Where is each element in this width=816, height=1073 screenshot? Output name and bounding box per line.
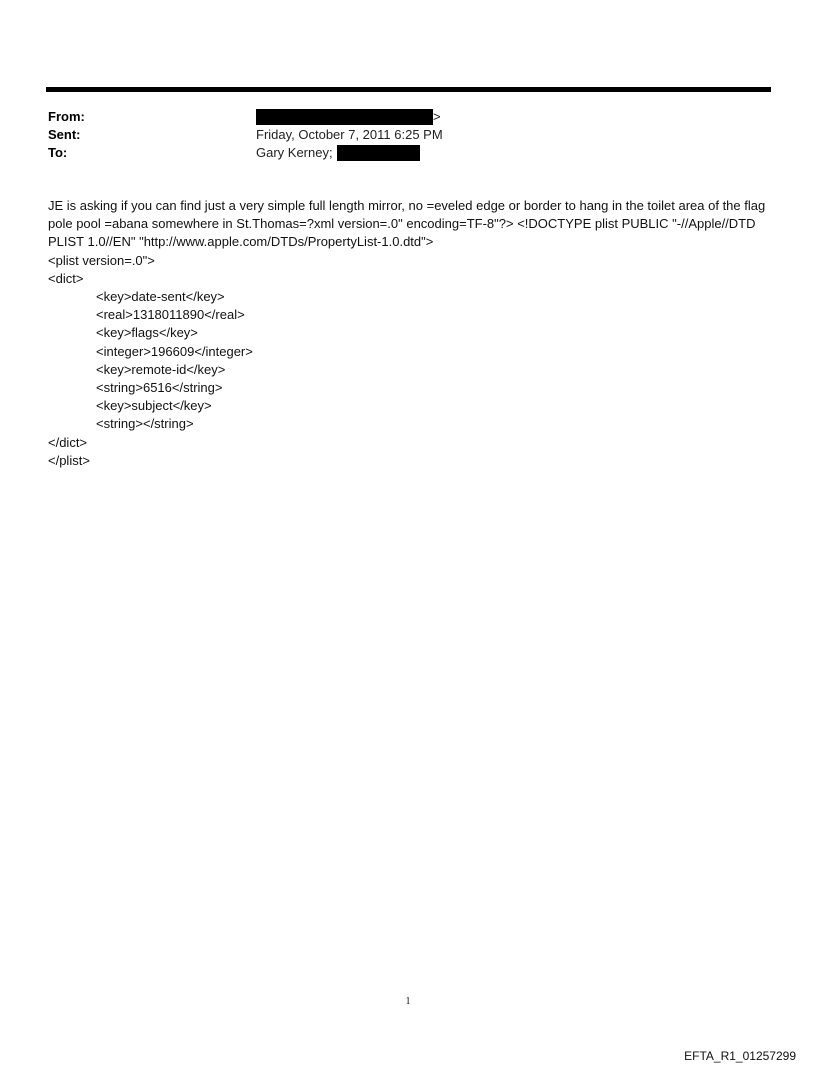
dict-line: <key>flags</key>: [96, 325, 198, 341]
sent-value: Friday, October 7, 2011 6:25 PM: [256, 127, 443, 142]
from-value: [256, 108, 441, 126]
plist-close: </plist>: [48, 452, 90, 468]
sent-label: Sent:: [48, 127, 81, 142]
dict-open: <dict>: [48, 270, 84, 286]
to-row: [48, 144, 768, 162]
email-body: [48, 197, 772, 470]
sent-row: [48, 126, 768, 144]
plist-open: <plist version=.0">: [48, 252, 155, 268]
dict-line: <key>subject</key>: [96, 398, 212, 414]
email-header: [48, 108, 768, 162]
to-label: To:: [48, 145, 68, 160]
dict-line: <key>remote-id</key>: [96, 361, 226, 377]
dict-close: </dict>: [48, 434, 88, 450]
dict-line: <string></string>: [96, 416, 194, 432]
dict-line: <string>6516</string>: [96, 380, 223, 396]
dict-line: <real>1318011890</real>: [96, 307, 245, 323]
header-rule: [46, 87, 771, 92]
page-number: 1: [405, 996, 411, 1007]
dict-line: <key>date-sent</key>: [96, 289, 225, 305]
dict-line: <integer>196609</integer>: [96, 343, 253, 359]
from-label: From:: [48, 109, 85, 124]
from-suffix: >: [433, 109, 441, 124]
to-recipient: Gary Kerney;: [256, 145, 333, 160]
from-row: [48, 108, 768, 126]
redaction-from: [256, 109, 433, 125]
body-paragraph: JE is asking if you can find just a very simple full length mirror, no =eveled edge or border to hang in the toilet area of the flag pole pool =abana somewhere in St.Thomas=?xml version=.0" encoding=TF-8"?> <!DOCTYPE plist PUBLIC "-//Apple//DTD PLIST 1.0//EN" "http://www.apple.com/DTDs/PropertyList-1.0.dtd">: [48, 198, 766, 250]
to-value: [256, 144, 420, 162]
redaction-to: [337, 145, 420, 161]
bates-number: EFTA_R1_01257299: [684, 1049, 796, 1063]
